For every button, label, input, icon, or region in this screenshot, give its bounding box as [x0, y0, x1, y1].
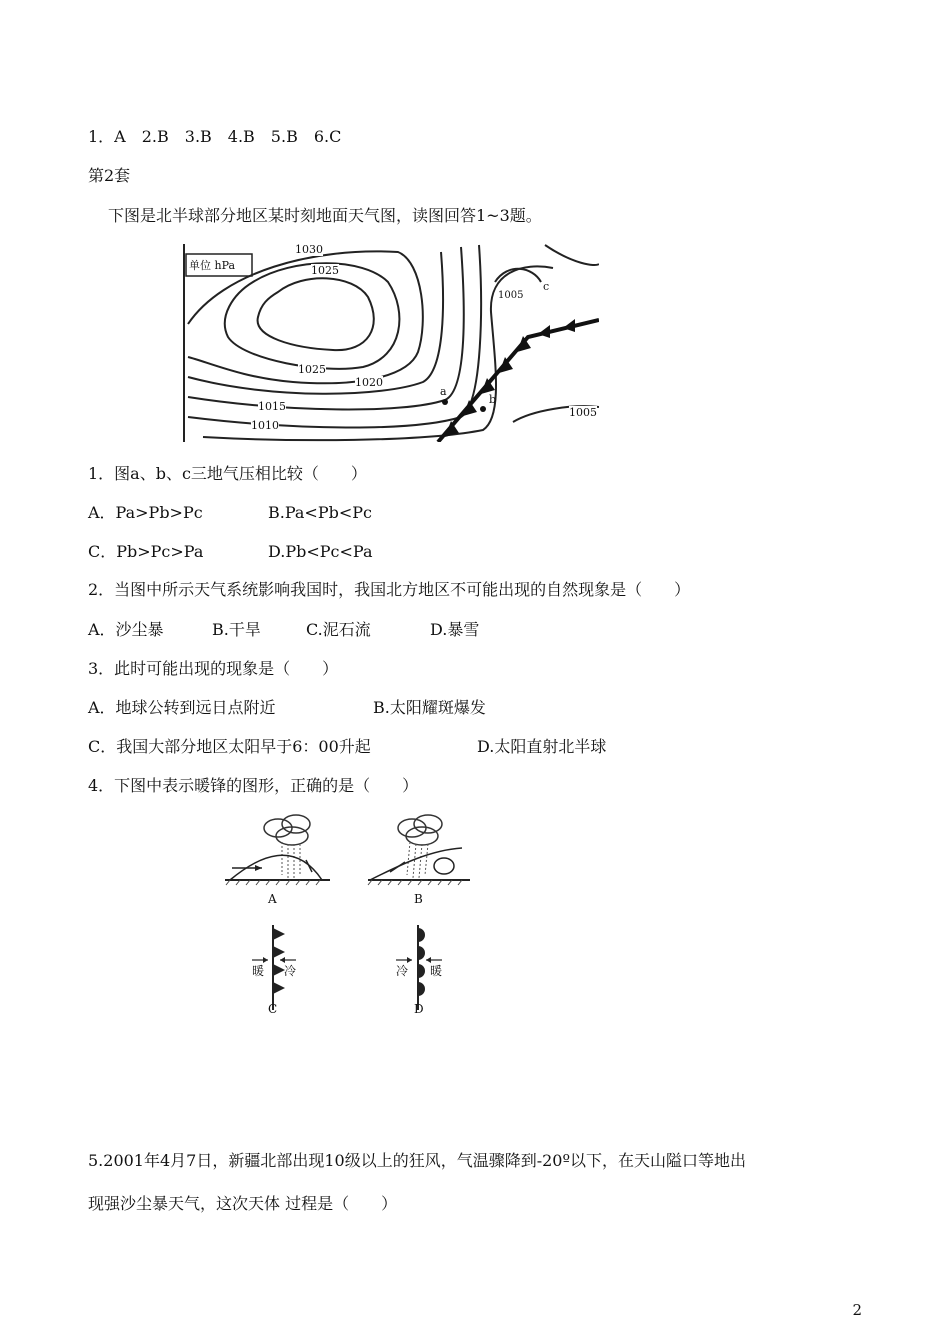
q2-stem: 2．当图中所示天气系统影响我国时，我国北方地区不可能出现的自然现象是（ ） — [88, 580, 691, 599]
q1-option-c: C．Pb>Pc>Pa — [88, 542, 204, 561]
q4-stem: 4．下图中表示暖锋的图形，正确的是（ ） — [88, 776, 419, 795]
point-a: a — [440, 385, 447, 398]
isobar-label: 1005 — [569, 406, 597, 419]
c-right-label: 冷 — [284, 964, 297, 978]
figure-label-d: D — [414, 1002, 424, 1016]
weather-map — [183, 242, 599, 442]
q5-line-2: 现强沙尘暴天气，这次天体 过程是（ ） — [88, 1194, 398, 1213]
front-diagrams — [200, 810, 480, 1015]
map-unit-label: 单位 hPa — [189, 259, 236, 272]
isobar-label: 1030 — [295, 243, 323, 256]
isobar-label: 1025 — [298, 363, 326, 376]
d-right-label: 暖 — [430, 964, 443, 978]
front-diagram-a — [225, 815, 330, 885]
q5-line-1: 5.2001年4月7日，新疆北部出现10级以上的狂风，气温骤降到-20º以下，在天山隘口等地出 — [88, 1151, 746, 1170]
c-left-label: 暖 — [252, 964, 265, 978]
figure-label-b: B — [414, 892, 423, 906]
isobar-label: 1010 — [251, 419, 279, 432]
q2-option-c: C.泥石流 — [306, 620, 371, 639]
intro-text: 下图是北半球部分地区某时刻地面天气图，读图回答1~3题。 — [108, 206, 542, 225]
q3-option-c: C．我国大部分地区太阳早于6：00升起 — [88, 737, 371, 756]
point-c: c — [543, 280, 550, 293]
figure-label-a: A — [268, 892, 277, 906]
isobar-label: 1005 — [498, 290, 524, 301]
q1-option-a: A．Pa>Pb>Pc — [88, 503, 203, 522]
answers-line: 1．A 2.B 3.B 4.B 5.B 6.C — [88, 127, 342, 146]
q1-option-d: D.Pb<Pc<Pa — [268, 542, 373, 561]
d-left-label: 冷 — [396, 964, 409, 978]
q1-option-b: B.Pa<Pb<Pc — [268, 503, 372, 522]
q3-option-b: B.太阳耀斑爆发 — [373, 698, 486, 717]
q1-stem: 1．图a、b、c三地气压相比较（ ） — [88, 464, 367, 483]
point-b: b — [489, 393, 497, 406]
page-number: 2 — [852, 1301, 862, 1319]
q3-option-a: A．地球公转到远日点附近 — [88, 698, 276, 717]
isobar-label: 1025 — [311, 264, 339, 277]
q2-option-b: B.干旱 — [212, 620, 261, 639]
set-title: 第2套 — [88, 166, 131, 185]
q3-stem: 3．此时可能出现的现象是（ ） — [88, 659, 339, 678]
isobar-label: 1015 — [258, 400, 286, 413]
q2-option-d: D.暴雪 — [430, 620, 480, 639]
figure-label-c: C — [268, 1002, 278, 1016]
isobar-label: 1020 — [355, 376, 383, 389]
front-diagram-b — [368, 815, 470, 885]
q2-option-a: A．沙尘暴 — [88, 620, 164, 639]
q3-option-d: D.太阳直射北半球 — [477, 737, 607, 756]
